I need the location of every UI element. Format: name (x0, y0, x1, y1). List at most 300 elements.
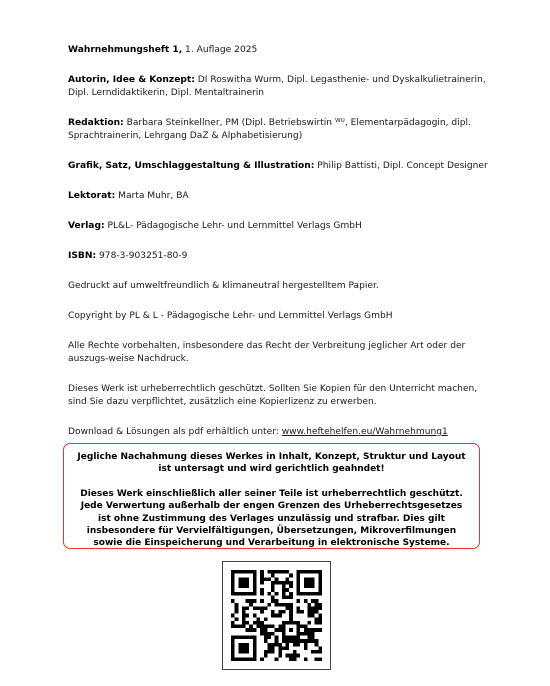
qr-module (242, 643, 246, 647)
qr-module (315, 621, 319, 625)
qr-module (311, 614, 315, 618)
qr-module (264, 628, 268, 632)
qr-module (271, 650, 275, 654)
qr-module (282, 603, 286, 607)
qr-module (242, 570, 246, 574)
qr-module (311, 628, 315, 632)
qr-module (300, 610, 304, 614)
qr-module (307, 570, 311, 574)
qr-module (304, 581, 308, 585)
design-line (68, 160, 488, 173)
notice-body: Dieses Werk einschließlich aller seiner Teile ist urheberrechtlich geschützt. Jede Verwertung außerhalb der engen Grenzen des Urheberrechtsgesetzes ist ohne Zustimmung des Verlages unzulässig und strafbar. Dies gilt insbesondere für Vervielfältigungen, Übersetzungen, Mikroverfilmungen sowie die Einspeicherung und Verarbeitung in elektronische Systeme. (80, 488, 463, 549)
qr-module (231, 577, 235, 581)
qr-module (307, 585, 311, 589)
qr-module (253, 585, 257, 589)
qr-module (271, 643, 275, 647)
qr-module (318, 574, 322, 578)
qr-module (297, 628, 301, 632)
qr-module (286, 581, 290, 585)
qr-module (286, 577, 290, 581)
qr-module (289, 581, 293, 585)
qr-module (297, 599, 301, 603)
publisher-value: PL&L- Pädagogische Lehr- und Lernmittel Verlags GmbH (104, 221, 362, 231)
qr-module (246, 646, 250, 650)
qr-module (286, 595, 290, 599)
qr-module (267, 577, 271, 581)
qr-module (256, 606, 260, 610)
qr-module (297, 606, 301, 610)
qr-module (286, 606, 290, 610)
qr-module (246, 628, 250, 632)
qr-module (278, 610, 282, 614)
qr-module (253, 577, 257, 581)
qr-module (307, 592, 311, 596)
qr-module (300, 592, 304, 596)
qr-module (307, 621, 311, 625)
qr-module (253, 599, 257, 603)
qr-module (315, 643, 319, 647)
publisher-label: Verlag: (68, 221, 105, 231)
isbn-value: 978-3-903251-80-9 (96, 251, 188, 261)
imprint-block (68, 44, 488, 456)
qr-module (278, 570, 282, 574)
qr-module (286, 654, 290, 658)
qr-module (271, 646, 275, 650)
qr-module (307, 632, 311, 636)
qr-module (297, 636, 301, 640)
qr-module (275, 636, 279, 640)
qr-module (315, 628, 319, 632)
qr-module (318, 585, 322, 589)
qr-module (242, 625, 246, 629)
qr-module (246, 599, 250, 603)
qr-module (253, 628, 257, 632)
qr-module (260, 625, 264, 629)
qr-module (246, 636, 250, 640)
qr-module (231, 592, 235, 596)
qr-module (289, 617, 293, 621)
edition-label: Wahrnehmungsheft 1, (68, 45, 183, 55)
qr-module (311, 570, 315, 574)
qr-module (278, 581, 282, 585)
qr-module (304, 632, 308, 636)
qr-module (246, 650, 250, 654)
qr-module (297, 574, 301, 578)
qr-module (286, 646, 290, 650)
qr-module (286, 636, 290, 640)
qr-module (253, 581, 257, 585)
qr-module (300, 639, 304, 643)
qr-module (289, 621, 293, 625)
qr-module (293, 654, 297, 658)
qr-module (271, 585, 275, 589)
editing-line (68, 117, 488, 143)
qr-module (282, 646, 286, 650)
download-line (68, 426, 488, 439)
qr-module (315, 599, 319, 603)
qr-module (318, 646, 322, 650)
qr-module (304, 643, 308, 647)
copyright-note: Copyright by PL & L - Pädagogische Lehr- und Lernmittel Verlags GmbH (68, 311, 393, 321)
qr-module (286, 639, 290, 643)
qr-module (300, 632, 304, 636)
qr-module (249, 625, 253, 629)
qr-module (260, 610, 264, 614)
qr-module (289, 657, 293, 661)
qr-module (304, 577, 308, 581)
qr-module (253, 621, 257, 625)
qr-module (260, 632, 264, 636)
qr-module (304, 628, 308, 632)
qr-module (311, 639, 315, 643)
qr-module (289, 639, 293, 643)
qr-module (271, 581, 275, 585)
qr-module (238, 577, 242, 581)
qr-code-icon (231, 570, 322, 661)
qr-module (235, 657, 239, 661)
qr-module (264, 617, 268, 621)
qr-module (264, 625, 268, 629)
qr-module (318, 617, 322, 621)
qr-module (282, 595, 286, 599)
qr-module (318, 614, 322, 618)
qr-module (297, 610, 301, 614)
qr-module (318, 657, 322, 661)
qr-module (246, 585, 250, 589)
qr-module (311, 577, 315, 581)
qr-module (311, 632, 315, 636)
qr-module (256, 625, 260, 629)
qr-module (246, 592, 250, 596)
qr-module (267, 592, 271, 596)
qr-module (271, 588, 275, 592)
download-link[interactable]: www.heftehelfen.eu/Wahrnehmung1 (281, 427, 448, 437)
qr-module (286, 643, 290, 647)
qr-module (242, 657, 246, 661)
qr-module (315, 617, 319, 621)
qr-module (318, 621, 322, 625)
qr-module (289, 606, 293, 610)
qr-module (318, 581, 322, 585)
qr-module (311, 606, 315, 610)
qr-module (271, 610, 275, 614)
edition-line (68, 44, 488, 57)
qr-module (242, 621, 246, 625)
qr-module (282, 570, 286, 574)
qr-module (315, 639, 319, 643)
qr-module (282, 581, 286, 585)
qr-module (278, 614, 282, 618)
qr-code-frame (222, 561, 331, 670)
qr-module (278, 650, 282, 654)
qr-module (297, 632, 301, 636)
qr-module (318, 603, 322, 607)
qr-module (235, 617, 239, 621)
qr-module (307, 581, 311, 585)
qr-module (318, 650, 322, 654)
qr-module (282, 610, 286, 614)
qr-module (260, 628, 264, 632)
qr-module (260, 606, 264, 610)
qr-module (246, 621, 250, 625)
qr-module (253, 588, 257, 592)
qr-module (315, 592, 319, 596)
qr-module (253, 650, 257, 654)
qr-module (271, 595, 275, 599)
qr-module (246, 657, 250, 661)
qr-module (293, 657, 297, 661)
qr-module (253, 574, 257, 578)
qr-module (242, 577, 246, 581)
qr-module (297, 643, 301, 647)
qr-module (297, 588, 301, 592)
qr-module (311, 592, 315, 596)
qr-module (242, 650, 246, 654)
author-label: Autorin, Idee & Konzept: (68, 75, 195, 85)
qr-module (304, 625, 308, 629)
publisher-line (68, 220, 488, 233)
qr-module (253, 606, 257, 610)
qr-module (231, 643, 235, 647)
qr-module (275, 657, 279, 661)
qr-module (264, 632, 268, 636)
qr-module (249, 628, 253, 632)
qr-module (267, 570, 271, 574)
qr-module (300, 570, 304, 574)
qr-module (297, 621, 301, 625)
qr-module (246, 570, 250, 574)
qr-module (271, 574, 275, 578)
qr-module (253, 654, 257, 658)
paper-note: Gedruckt auf umweltfreundlich & klimaneutral hergestelltem Papier. (68, 281, 379, 291)
qr-module (231, 639, 235, 643)
editing-value: Barbara Steinkellner, PM (Dipl. Betriebswirtin ᵂᵁ, Elementarpädagogin, dipl. Sprachtrainerin, Lehrgang DaZ & Alphabetisierung) (68, 118, 471, 141)
qr-module (249, 657, 253, 661)
qr-module (307, 610, 311, 614)
qr-module (278, 654, 282, 658)
qr-module (297, 570, 301, 574)
license-note: Dieses Werk ist urheberrechtlich geschützt. Sollten Sie Kopien für den Unterricht machen, sind Sie dazu verpflichtet, zusätzlich eine Kopierlizenz zu erwerben. (68, 384, 478, 407)
qr-module (264, 654, 268, 658)
qr-module (289, 603, 293, 607)
qr-module (293, 639, 297, 643)
qr-module (311, 636, 315, 640)
qr-module (318, 570, 322, 574)
qr-module (238, 643, 242, 647)
qr-module (286, 588, 290, 592)
qr-module (300, 625, 304, 629)
qr-module (231, 650, 235, 654)
qr-module (318, 588, 322, 592)
qr-module (318, 606, 322, 610)
qr-module (231, 625, 235, 629)
qr-module (231, 599, 235, 603)
qr-module (238, 592, 242, 596)
qr-module (231, 581, 235, 585)
qr-module (231, 588, 235, 592)
qr-module (315, 657, 319, 661)
qr-module (260, 577, 264, 581)
author-line (68, 74, 488, 100)
isbn-label: ISBN: (68, 251, 97, 261)
qr-module (264, 606, 268, 610)
qr-module (275, 603, 279, 607)
qr-module (304, 592, 308, 596)
qr-module (275, 599, 279, 603)
qr-module (267, 650, 271, 654)
qr-module (231, 636, 235, 640)
qr-module (249, 570, 253, 574)
qr-module (307, 636, 311, 640)
qr-module (267, 636, 271, 640)
qr-module (282, 585, 286, 589)
qr-module (315, 610, 319, 614)
qr-module (289, 574, 293, 578)
qr-module (307, 639, 311, 643)
proofreading-value: Marta Muhr, BA (115, 191, 189, 201)
qr-module (286, 603, 290, 607)
qr-module (278, 625, 282, 629)
qr-module (275, 570, 279, 574)
download-text: Download & Lösungen als pdf erhältlich unter: (68, 427, 282, 437)
qr-module (260, 588, 264, 592)
qr-module (307, 606, 311, 610)
qr-module (311, 581, 315, 585)
qr-module (315, 570, 319, 574)
qr-module (242, 614, 246, 618)
qr-module (275, 581, 279, 585)
qr-module (275, 592, 279, 596)
qr-module (235, 610, 239, 614)
qr-module (282, 625, 286, 629)
qr-module (307, 577, 311, 581)
qr-module (297, 592, 301, 596)
qr-module (278, 646, 282, 650)
qr-module (249, 599, 253, 603)
qr-module (238, 585, 242, 589)
qr-module (242, 617, 246, 621)
qr-module (297, 654, 301, 658)
qr-module (271, 625, 275, 629)
qr-module (260, 599, 264, 603)
qr-module (315, 606, 319, 610)
rights-note: Alle Rechte vorbehalten, insbesondere das Recht der Verbreitung jeglicher Art oder der auszugs-weise Nachdruck. (68, 341, 466, 364)
qr-module (311, 585, 315, 589)
qr-module (238, 650, 242, 654)
qr-module (235, 625, 239, 629)
qr-module (297, 639, 301, 643)
qr-module (271, 632, 275, 636)
qr-module (275, 639, 279, 643)
qr-module (231, 654, 235, 658)
qr-module (307, 614, 311, 618)
qr-module (297, 625, 301, 629)
qr-module (267, 643, 271, 647)
qr-module (246, 581, 250, 585)
qr-module (238, 636, 242, 640)
qr-module (289, 595, 293, 599)
qr-module (282, 632, 286, 636)
qr-module (249, 603, 253, 607)
editing-label: Redaktion: (68, 118, 124, 128)
qr-module (242, 646, 246, 650)
qr-module (318, 592, 322, 596)
design-label: Grafik, Satz, Umschlaggestaltung & Illustration: (68, 161, 315, 171)
qr-module (253, 639, 257, 643)
qr-module (231, 646, 235, 650)
qr-module (278, 628, 282, 632)
qr-module (304, 599, 308, 603)
qr-module (242, 592, 246, 596)
qr-module (267, 603, 271, 607)
qr-module (238, 657, 242, 661)
qr-module (246, 614, 250, 618)
qr-module (246, 643, 250, 647)
qr-module (278, 643, 282, 647)
qr-module (311, 650, 315, 654)
qr-module (253, 614, 257, 618)
qr-module (271, 570, 275, 574)
qr-module (260, 581, 264, 585)
qr-module (275, 577, 279, 581)
qr-module (289, 610, 293, 614)
qr-module (264, 639, 268, 643)
qr-module (253, 636, 257, 640)
qr-module (311, 599, 315, 603)
qr-module (293, 650, 297, 654)
qr-module (253, 657, 257, 661)
qr-module (267, 632, 271, 636)
qr-module (297, 581, 301, 585)
qr-module (249, 592, 253, 596)
qr-module (249, 636, 253, 640)
qr-module (307, 603, 311, 607)
qr-module (235, 570, 239, 574)
qr-module (278, 603, 282, 607)
qr-module (231, 657, 235, 661)
qr-module (307, 628, 311, 632)
proofreading-label: Lektorat: (68, 191, 116, 201)
qr-module (253, 570, 257, 574)
qr-module (238, 581, 242, 585)
edition-value: 1. Auflage 2025 (182, 45, 258, 55)
qr-module (282, 621, 286, 625)
qr-module (289, 585, 293, 589)
qr-module (304, 585, 308, 589)
qr-module (267, 625, 271, 629)
qr-module (264, 577, 268, 581)
author-value: DI Roswitha Wurm, Dipl. Legasthenie- und Dyskalkulietrainerin, Dipl. Lerndidaktikerin, Dipl. Mentaltrainerin (68, 75, 486, 98)
notice-gap (74, 476, 469, 488)
qr-module (260, 657, 264, 661)
qr-module (253, 592, 257, 596)
qr-module (282, 639, 286, 643)
qr-module (253, 646, 257, 650)
qr-module (267, 646, 271, 650)
qr-module (289, 614, 293, 618)
qr-module (275, 628, 279, 632)
qr-module (231, 574, 235, 578)
qr-module (275, 643, 279, 647)
qr-module (264, 650, 268, 654)
qr-module (231, 585, 235, 589)
qr-module (231, 621, 235, 625)
qr-module (253, 643, 257, 647)
isbn-line (68, 250, 488, 263)
qr-module (242, 610, 246, 614)
qr-module (289, 654, 293, 658)
qr-module (315, 603, 319, 607)
